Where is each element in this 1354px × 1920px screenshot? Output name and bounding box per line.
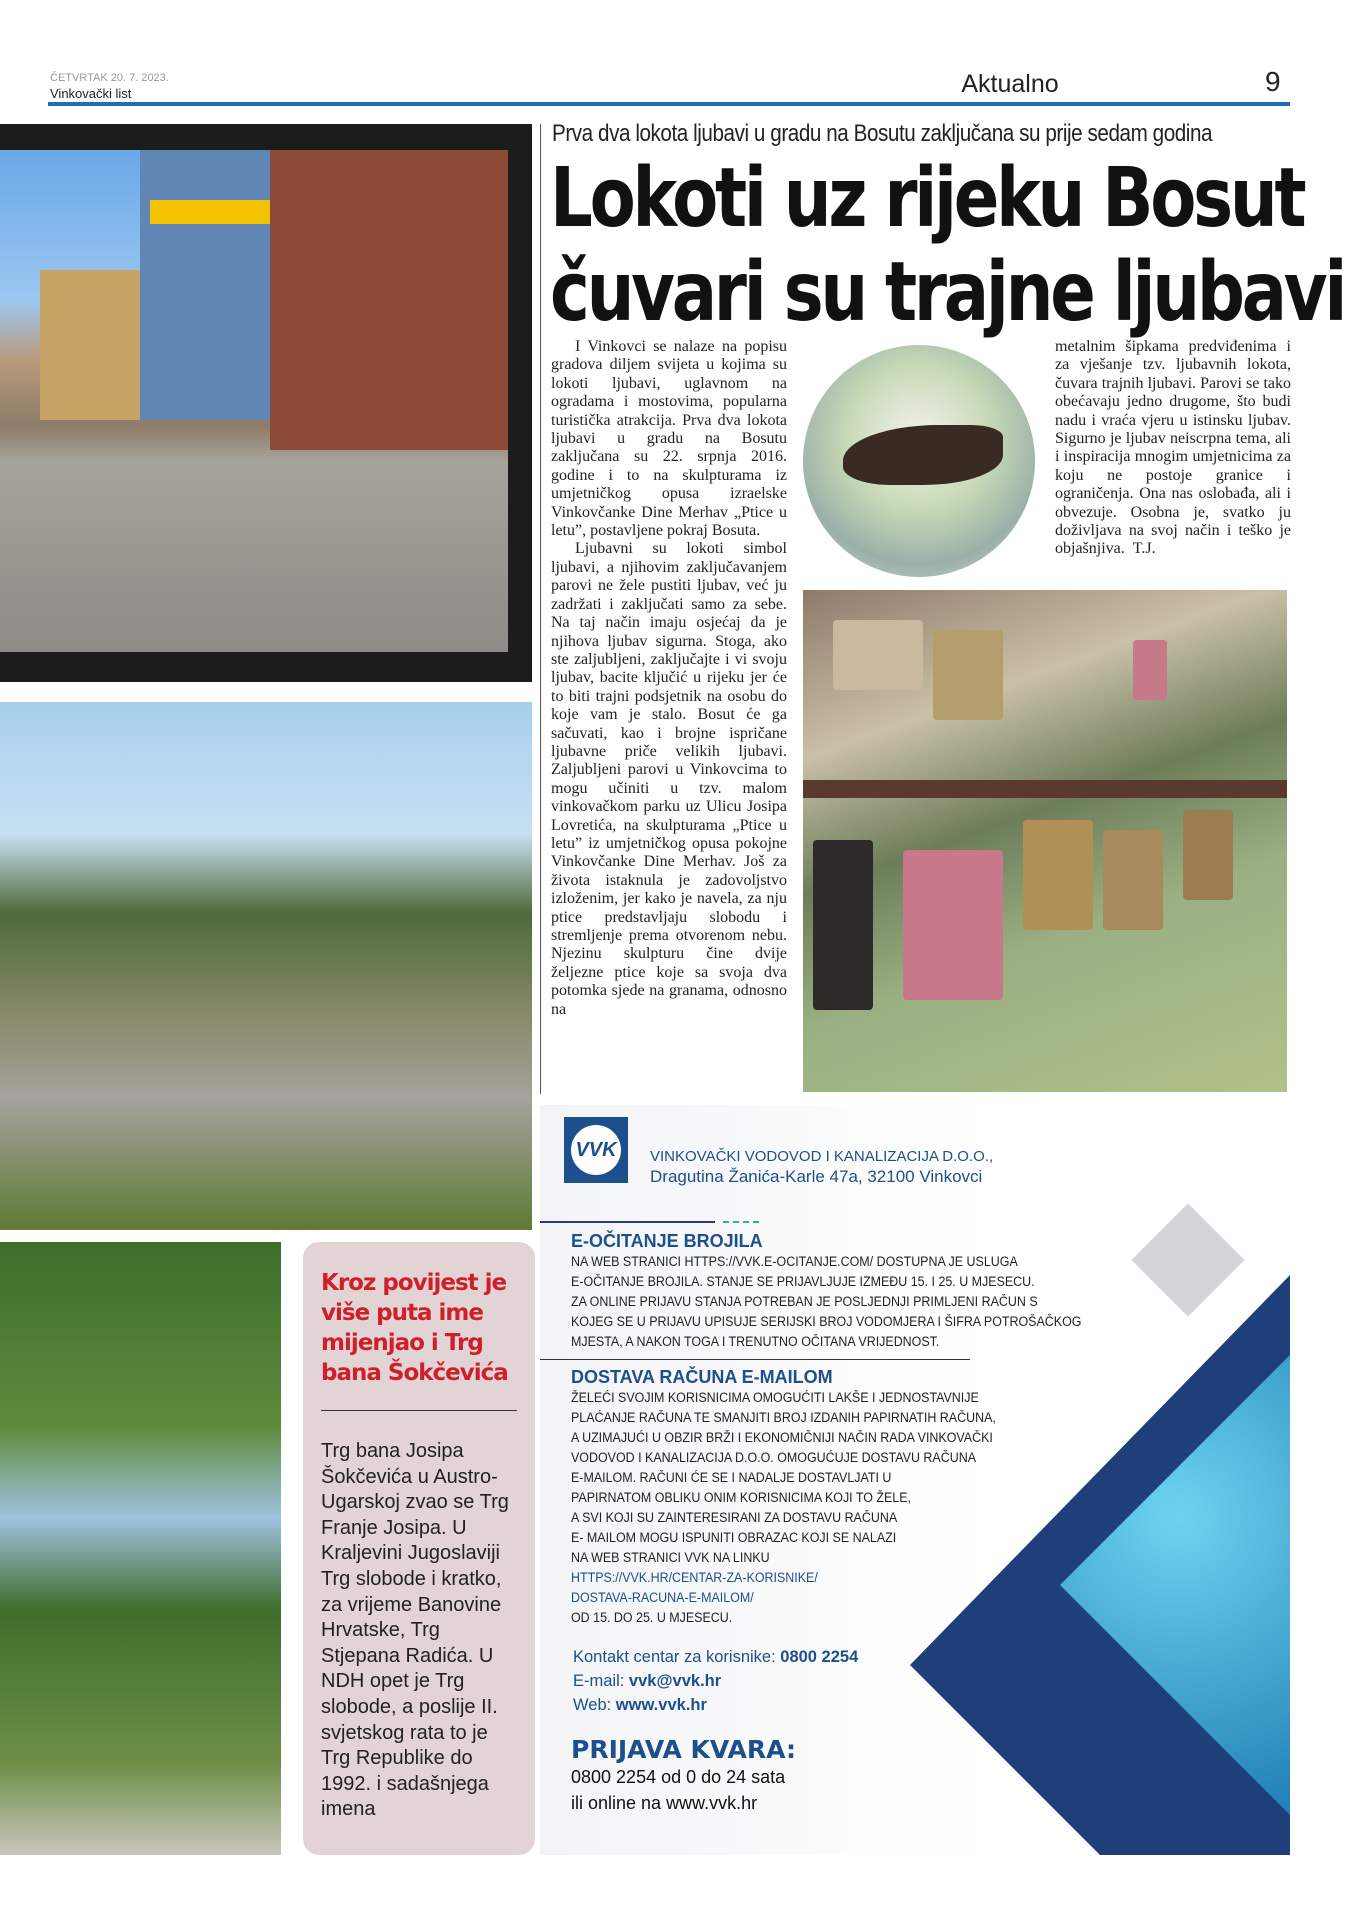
ad-text-line: ŽELEĆI SVOJIM KORISNICIMA OMOGUĆITI LAKŠE I JEDNOSTAVNIJE bbox=[571, 1390, 979, 1405]
article-paragraph-end: metalnim šipkama predviđenima i za vješanje tzv. ljubavnih lokota, čuvara trajnih ljubavi. Parovi se tako obećavaju jedno drugome, što budi nadu i vraća vjeru u istinsku ljubav. Sigurno je ljubav neiscrpna tema, ali i inspiracija mnogim umjetnicima za koju ne postoje granice i ograničenja. Ona nas oslobađa, ali i obvezuje. Osobna je, svatko ju doživljava na svoj način i teško je objašnjiva. bbox=[1055, 338, 1291, 558]
contact-label: Kontakt centar za korisnike: bbox=[573, 1648, 781, 1666]
sidebar-heading: Kroz povijest je više puta ime mijenjao i Trg bana Šokčevića bbox=[321, 1270, 508, 1386]
sidebar-divider bbox=[321, 1410, 517, 1411]
column-divider bbox=[540, 124, 541, 1094]
ad-text-line: E-OČITANJE BROJILA. STANJE SE PRIJAVLJUJE IZMEĐU 15. I 25. U MJESECU. bbox=[571, 1274, 1035, 1289]
park-photo bbox=[0, 1242, 281, 1855]
bird-sculpture-shape bbox=[843, 425, 1003, 485]
article-kicker: Prva dva lokota ljubavi u gradu na Bosutu zaključana su prije sedam godina bbox=[552, 120, 1213, 147]
section-title: Aktualno bbox=[961, 70, 1059, 98]
square-photo bbox=[0, 702, 532, 1230]
e-reading-section bbox=[571, 1231, 1120, 1352]
page-number: 9 bbox=[1265, 66, 1281, 97]
newspaper-name: Vinkovački list bbox=[50, 86, 132, 101]
ad-text-line: PLAĆANJE RAČUNA TE SMANJITI BROJ IZDANIH PAPIRNATIH RAČUNA, bbox=[571, 1410, 996, 1425]
e-reading-title: E-OČITANJE BROJILA bbox=[571, 1231, 763, 1251]
contact-info bbox=[573, 1645, 858, 1717]
header-rule bbox=[48, 102, 1290, 106]
article-headline bbox=[550, 152, 1344, 340]
billing-link-cont[interactable]: DOSTAVA-RACUNA-E-MAILOM/ bbox=[571, 1590, 754, 1605]
ad-divider bbox=[540, 1221, 715, 1223]
sidebar-body: Trg bana Josipa Šokčevića u Austro-Ugarskoj zvao se Trg Franje Josipa. U Kraljevini Jugoslaviji Trg slobode i kratko, za vrijeme Banovine Hrvatske, Trg Stjepana Radića. U NDH opet je Trg slobode, a poslije II. svjetskog rata to je Trg Republike do 1992. i sadašnjega imena bbox=[321, 1440, 509, 1821]
ad-text-line: NA WEB STRANICI HTTPS://VVK.E-OCITANJE.COM/ DOSTUPNA JE USLUGA bbox=[571, 1254, 1018, 1269]
ad-text-line: A UZIMAJUĆI U OBZIR BRŽI I EKONOMIČNIJI NAČIN RADA VINKOVAČKI bbox=[571, 1430, 993, 1445]
company-name: VINKOVAČKI VODOVOD I KANALIZACIJA D.O.O., bbox=[650, 1148, 994, 1165]
ad-text-line: VODOVOD I KANALIZACIJA D.O.O. OMOGUĆUJE DOSTAVU RAČUNA bbox=[571, 1450, 977, 1465]
billing-link[interactable]: HTTPS://VVK.HR/CENTAR-ZA-KORISNIKE/ bbox=[571, 1570, 818, 1585]
email-billing-section bbox=[571, 1367, 1028, 1628]
love-locks-photo bbox=[803, 590, 1287, 1092]
author-initials: T.J. bbox=[1132, 540, 1156, 558]
decorative-grey-diamond bbox=[1131, 1203, 1244, 1316]
contact-phone: 0800 2254 bbox=[780, 1648, 859, 1666]
ad-dashes bbox=[723, 1221, 759, 1223]
email-label: E-mail: bbox=[573, 1672, 629, 1690]
ad-text-line: PAPIRNATOM OBLIKU ONIM KORISNICIMA KOJI TO ŽELE, bbox=[571, 1490, 912, 1505]
article-paragraph: I Vinkovci se nalaze na popisu gradova diljem svijeta u kojima su lokoti ljubavi, uglavnom na ogradama i mostovima, popularna turistička atrakcija. Prva dva lokota ljubavi u gradu na Bosutu zaključana su 22. srpnja 2016. godine i to na skulpturama iz umjetničkog opusa izraelske Vinkovčanke Dine Merhav „Ptice u letu”, postavljene pokraj Bosuta. bbox=[551, 338, 787, 540]
web-link[interactable]: www.vvk.hr bbox=[615, 1696, 707, 1714]
ad-text-line: A SVI KOJI SU ZAINTERESIRANI ZA DOSTAVU RAČUNA bbox=[571, 1510, 898, 1525]
company-info bbox=[650, 1147, 993, 1187]
article-column-2 bbox=[1055, 338, 1291, 559]
ad-text-line: E- MAILOM MOGU ISPUNITI OBRAZAC KOJI SE NALAZI bbox=[571, 1530, 897, 1545]
ad-section-divider bbox=[540, 1359, 970, 1360]
sidebar-box bbox=[303, 1242, 535, 1855]
fault-phone: 0800 2254 od 0 do 24 sata bbox=[571, 1767, 786, 1787]
fault-online: ili online na www.vvk.hr bbox=[571, 1793, 758, 1813]
ad-text-line: OD 15. DO 25. U MJESECU. bbox=[571, 1610, 733, 1625]
ad-text-line: KOJEG SE U PRIJAVU UPISUJE SERIJSKI BROJ VODOMJERA I ŠIFRA POTROŠAČKOG bbox=[571, 1314, 1082, 1329]
email-billing-title: DOSTAVA RAČUNA E-MAILOM bbox=[571, 1367, 833, 1387]
ad-text-line: ZA ONLINE PRIJAVU STANJA POTREBAN JE POSLJEDNJI PRIMLJENI RAČUN S bbox=[571, 1294, 1038, 1309]
bird-sculpture-photo bbox=[803, 345, 1035, 577]
article-column-1 bbox=[551, 338, 787, 1019]
headline-line-2: čuvari su trajne ljubavi bbox=[550, 245, 1345, 340]
street-photo bbox=[0, 124, 532, 682]
email-link[interactable]: vvk@vvk.hr bbox=[628, 1672, 722, 1690]
vvk-advertisement bbox=[540, 1105, 1290, 1855]
company-address: Dragutina Žanića-Karle 47a, 32100 Vinkovci bbox=[650, 1167, 983, 1186]
fault-report-section bbox=[571, 1735, 796, 1816]
ad-text-line: MJESTA, A NAKON TOGA I TRENUTNO OČITANA VRIJEDNOST. bbox=[571, 1334, 940, 1349]
vvk-logo: VVK bbox=[564, 1117, 628, 1183]
ad-text-line: E-MAILOM. RAČUNI ĆE SE I NADALJE DOSTAVLJATI U bbox=[571, 1470, 892, 1485]
web-label: Web: bbox=[573, 1696, 616, 1714]
issue-date: ČETVRTAK 20. 7. 2023. bbox=[50, 72, 169, 84]
fault-report-title: PRIJAVA KVARA: bbox=[571, 1735, 796, 1764]
article-paragraph: Ljubavni su lokoti simbol ljubavi, a njihovim zaključavanjem parovi ne žele pustiti ljubav, već ju zadržati i zaključati samo za sebe. Na taj način imaju osjećaj da je njihova ljubav sigurna. Stoga, ako ste zaljubljeni, zaključajte i vi svoju ljubav, bacite ključić u rijeku jer će to biti trajni podsjetnik na osobu do koje vam je stalo. Bosut će ga sačuvati, kao i brojne ispričane ljubavne priče velikih ljubavi. Zaljubljeni parovi u Vinkovcima to mogu učiniti u tzv. malom vinkovačkom parku uz Ulicu Josipa Lovretića, na skulpturama „Ptice u letu” iz umjetničkog opusa pokojne Vinkovčanke Dine Merhav. Još za života istaknula je zadovoljstvo izloženim, jer kako je navela, za nju ptice predstavljaju slobodu i stremljenje prema otvorenom nebu. Njezinu skulpturu čine dvije željezne ptice koje sa svoja dva potomka sjede na granama, odnosno na bbox=[551, 540, 787, 1018]
ad-text-line: NA WEB STRANICI VVK NA LINKU bbox=[571, 1550, 770, 1565]
headline-line-1: Lokoti uz rijeku Bosut bbox=[550, 151, 1304, 246]
